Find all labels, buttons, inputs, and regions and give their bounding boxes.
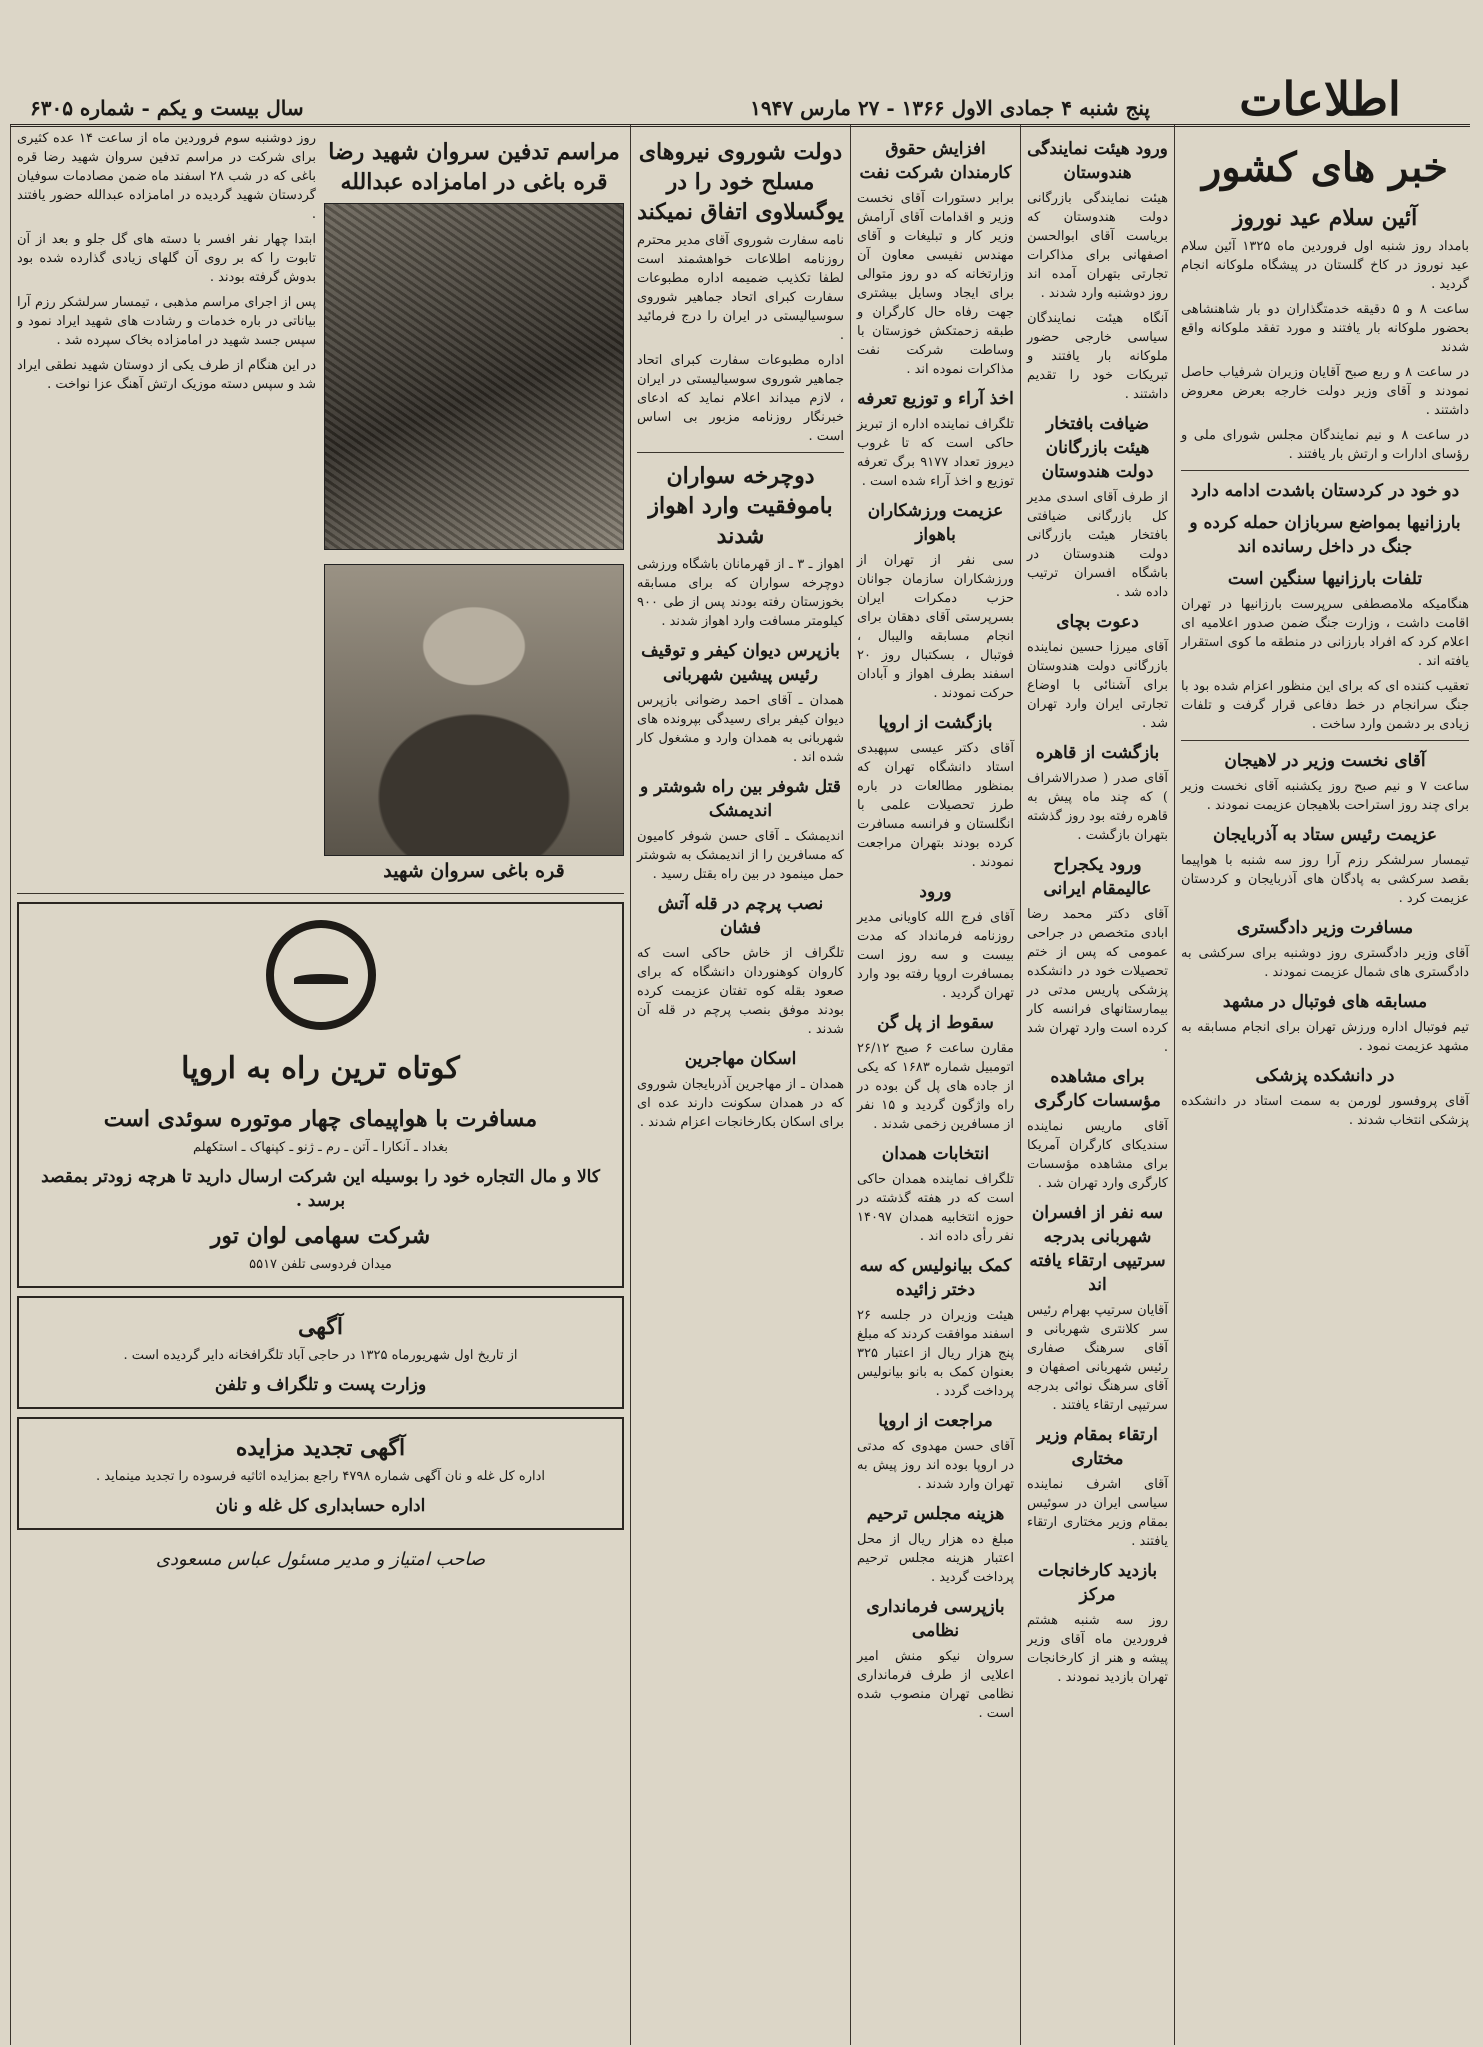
article-text: آقای صدر ( صدرالاشراف ) که چند ماه پیش به قاهره رفته بود روز گذشته بتهران بازگشت . bbox=[1027, 771, 1168, 843]
article-headline: سقوط از پل گن bbox=[877, 1013, 994, 1033]
article-text: تلگراف از خاش حاکی است که کاروان کوهنوردان دانشگاه که برای صعود بقله کوه تفتان عزیمت کرده بودند موفق بنصب پرچم در قله آن شدند . bbox=[637, 946, 844, 1037]
article-headline: مراجعت از اروپا bbox=[878, 1411, 993, 1431]
article-headline: مسافرت وزیر دادگستری bbox=[1236, 918, 1414, 938]
article-headline: آئین سلام عید نوروز bbox=[1232, 205, 1418, 231]
article-text: در ساعت ۸ و ربع صبح آقایان وزیران شرفیاب حاصل نمودند و آقای وزیر دولت خارجه بعرض معروض داشتند . bbox=[1181, 365, 1469, 418]
funeral-photo bbox=[324, 203, 624, 550]
article-text: مبلغ ده هزار ریال از محل اعتبار هزینه مجلس ترحیم پرداخت گردید . bbox=[857, 1532, 1014, 1585]
article-headline: کمک بیانولیس که سه دختر زائیده bbox=[859, 1256, 1012, 1300]
article-text: آقای فرج الله کاویانی مدیر روزنامه فرمانداد که مدت بیست و سه روز است بمسافرت اروپا رفته بود وارد تهران گردید . bbox=[857, 910, 1014, 1001]
article-text: آقای اشرف نماینده سیاسی ایران در سوئیس بمقام وزیر مختاری ارتقاء یافتند . bbox=[1027, 1477, 1168, 1549]
article-headline: بازگشت از قاهره bbox=[1035, 743, 1160, 763]
article-text: تیم فوتبال اداره ورزش تهران برای انجام مسابقه به مشهد عزیمت نمود . bbox=[1181, 1020, 1469, 1054]
article-text: ابتدا چهار نفر افسر با دسته های گل جلو و بعد از آن تابوت را که بر روی آن گلهای زیادی گذارده شده بود بدوش گرفته بودند . bbox=[17, 232, 316, 285]
article-text: هیئت نمایندگی بازرگانی دولت هندوستان که بریاست آقای ابوالحسن اصفهانی برای مذاکرات تجارتی بتهران آمده اند روز دوشنبه وارد شدند . bbox=[1027, 191, 1168, 301]
notice-text: از تاریخ اول شهریورماه ۱۳۲۵ در حاجی آباد تلگرافخانه دایر گردیده است . bbox=[123, 1348, 518, 1363]
article-text: تیمسار سرلشکر رزم آرا روز سه شنبه با هواپیما بقصد سرکشی به پادگان های آذربایجان و کردستان عزیمت کرد . bbox=[1181, 853, 1469, 906]
article-text: همدان ـ آقای احمد رضوانی بازپرس دیوان کیفر برای رسیدگی بپرونده های شهربانی به همدان وارد و مشغول کار شده اند . bbox=[637, 693, 844, 765]
article-text: بامداد روز شنبه اول فروردین ماه ۱۳۲۵ آئین سلام عید نوروز در کاخ گلستان در پیشگاه ملوکانه انجام گردید . bbox=[1181, 239, 1469, 292]
article-headline: دعوت بچای bbox=[1056, 612, 1139, 632]
publisher-signature: صاحب امتیاز و مدیر مسئول عباس مسعودی bbox=[155, 1549, 486, 1570]
funeral-block bbox=[17, 129, 624, 887]
article-headline: عزیمت ورزشکاران باهواز bbox=[867, 501, 1004, 545]
article-text: همدان ـ از مهاجرین آذربایجان شوروی که در همدان سکونت دارند عده ای برای اسکان بکارخانجات اعزام شدند . bbox=[637, 1077, 844, 1130]
article-text: تلگراف نماینده اداره از تبریز حاکی است که تا غروب دیروز تعداد ۹۱۷۷ برگ تعرفه توزیع و اخذ آراء شده است . bbox=[857, 417, 1015, 489]
article-text: در ساعت ۸ و نیم نمایندگان مجلس شورای ملی و رؤسای ادارات و ارتش بار یافتند . bbox=[1181, 428, 1469, 462]
article-text: آنگاه هیئت نمایندگان سیاسی خارجی حضور ملوکانه بار یافتند و تبریکات خود را تقدیم داشتند . bbox=[1027, 311, 1168, 402]
article-headline: ورود bbox=[919, 882, 952, 902]
newspaper-logo: اطلاعات bbox=[1239, 72, 1401, 126]
article-text: آقای ماریس نماینده سندیکای کارگران آمریکا برای مشاهده مؤسسات کارگری وارد تهران شد . bbox=[1027, 1119, 1168, 1191]
funeral-text bbox=[17, 129, 316, 887]
article-text: نامه سفارت شوروی آقای مدیر محترم روزنامه اطلاعات خواهشمند است لطفا تکذیب ضمیمه اداره مطبوعات سفارت کبرای اتحاد جماهیر شوروی سوسیالیستی در ایران را درج فرمائید . bbox=[637, 233, 844, 343]
article-headline: انتخابات همدان bbox=[881, 1144, 990, 1164]
section-headline: خبر های کشور bbox=[1201, 144, 1448, 191]
article-headline: افزایش حقوق کارمندان شرکت نفت bbox=[859, 139, 1012, 183]
article-text: اداره مطبوعات سفارت کبرای اتحاد جماهیر شوروی سوسیالیستی در ایران ، لازم میداند اعلام نماید که ادعای خبرنگار روزنامه مزبور بی اساس است . bbox=[637, 353, 844, 444]
auction-notice bbox=[17, 1417, 624, 1530]
column-national-news bbox=[1175, 125, 1475, 2045]
ad-route: بغداد ـ آنکارا ـ آتن ـ رم ـ ژنو ـ کپنهاک ـ استکهلم bbox=[192, 1140, 449, 1155]
article-text: آقای میرزا حسین نماینده بازرگانی دولت هندوستان برای آشنائی با اوضاع تجارتی ایران وارد تهران شد . bbox=[1027, 640, 1168, 731]
article-headline: دوچرخه سواران باموفقیت وارد اهواز شدند bbox=[648, 463, 833, 549]
masthead bbox=[10, 68, 1470, 127]
article-text: ساعت ۷ و نیم صبح روز یکشنبه آقای نخست وزیر برای چند روز استراحت بلاهیجان عزیمت نمودند . bbox=[1181, 779, 1470, 813]
article-headline: در دانشکده پزشکی bbox=[1255, 1066, 1395, 1086]
divider bbox=[1181, 470, 1469, 471]
article-headline: مراسم تدفین سروان شهید رضا قره باغی در امامزاده عبدالله bbox=[328, 139, 620, 195]
article-headline: ارتقاء بمقام وزیر مختاری bbox=[1037, 1425, 1158, 1469]
column-oil-workers bbox=[850, 125, 1020, 2045]
article-headline: دو خود در کردستان باشدت ادامه دارد bbox=[1190, 481, 1460, 501]
divider bbox=[1181, 740, 1469, 741]
article-text: آقای حسن مهدوی که مدتی در اروپا بوده اند روز پیش به تهران وارد شدند . bbox=[857, 1439, 1014, 1492]
article-headline: بازدید کارخانجات مرکز bbox=[1037, 1561, 1158, 1605]
article-text: سروان نیکو منش امیر اعلایی از طرف فرمانداری نظامی تهران منصوب شده است . bbox=[857, 1649, 1014, 1721]
article-text: آقای وزیر دادگستری روز دوشنبه برای سرکشی به دادگستری های شمال عزیمت نمودند . bbox=[1181, 946, 1469, 980]
article-headline: آقای نخست وزیر در لاهیجان bbox=[1224, 751, 1426, 771]
article-text: پس از اجرای مراسم مذهبی ، تیمسار سرلشکر رزم آرا بیاناتی در باره خدمات و رشادت های شهید ایراد نمود و سپس جسد شهید در امامزاده بخاک سپرده شد . bbox=[17, 295, 316, 348]
article-text: مقارن ساعت ۶ صبح ۲۶/۱۲ اتومبیل شماره ۱۶۸۳ که یکی از جاده های پل گن بوده در راه واژگون گردید و ۱۵ نفر از مسافرین زخمی شدند . bbox=[857, 1041, 1015, 1132]
article-text: آقای دکتر عیسی سپهبدی استاد دانشگاه تهران که بمنظور مطالعات در باره طرز تحصیلات علمی با انگلستان و فرانسه مسافرت کرده بودند بتهران مراجعت نمودند . bbox=[857, 741, 1014, 870]
column-funeral-and-ads bbox=[10, 125, 630, 2045]
article-headline: عزیمت رئیس ستاد به آذربایجان bbox=[1213, 825, 1437, 845]
notice-org: وزارت پست و تلگراف و تلفن bbox=[214, 1375, 427, 1395]
column-soviet-statement bbox=[630, 125, 850, 2045]
article-headline: اخذ آراء و توزیع تعرفه bbox=[857, 389, 1014, 409]
article-text: اهواز ـ ۳ ـ از قهرمانان باشگاه ورزشی دوچرخه سواران که برای مسابقه بخوزستان رفته بودند پس از طی ۹۰۰ کیلومتر مسافت وارد اهواز شدند . bbox=[637, 557, 844, 629]
martyr-portrait bbox=[324, 564, 624, 856]
ad-address: میدان فردوسی تلفن ۵۵۱۷ bbox=[249, 1257, 392, 1272]
article-text: برابر دستورات آقای نخست وزیر و اقدامات آقای آرامش وزیر کار و تبلیغات و آقای مهندس نفیسی معاون آن وزارتخانه که دو روز متوالی برای ایجاد وسایل بیشتری جهت رفاه حال کارگران و طبقه زحمتکش خوزستان با وساطت شرکت نفت مذاکرات نموده اند . bbox=[857, 191, 1014, 377]
dateline-bar bbox=[10, 96, 1170, 124]
article-text: هیئت وزیران در جلسه ۲۶ اسفند موافقت کردند که مبلغ پنج هزار ریال از اعتبار ۳۲۵ بعنوان کمک به بانو بیانولیس پرداخت گردد . bbox=[857, 1308, 1014, 1399]
notice-text: اداره کل غله و نان آگهی شماره ۴۷۹۸ راجع بمزایده اثاثیه فرسوده را تجدید مینماید . bbox=[96, 1469, 545, 1484]
article-text: در این هنگام از طرف یکی از دوستان شهید نطقی ایراد شد و سپس دسته موزیک ارتش آهنگ عزا نواخت . bbox=[17, 358, 316, 392]
article-text: ساعت ۸ و ۵ دقیقه خدمتگذاران دو بار شاهنشاهی بحضور ملوکانه بار یافتند و مورد تفقد ملوکانه واقع شدند bbox=[1181, 302, 1469, 355]
article-text: آقای پروفسور لورمن به سمت استاد در دانشکده پزشکی انتخاب شدند . bbox=[1181, 1094, 1469, 1128]
article-text: سی نفر از تهران از ورزشکاران سازمان جوانان حزب دمکرات ایران بسرپرستی آقای دهقان برای انجام مسابقه والیبال ، فوتبال ، بسکتبال روز ۲۰ اسفند بطرف اهواز و آبادان حرکت نمودند . bbox=[857, 553, 1014, 701]
article-headline: برای مشاهده مؤسسات کارگری bbox=[1034, 1067, 1161, 1111]
funeral-images bbox=[324, 129, 624, 887]
article-headline: بازپرسی فرمانداری نظامی bbox=[866, 1597, 1005, 1641]
notice-org: اداره حسابداری کل غله و نان bbox=[215, 1496, 426, 1516]
article-headline: سه نفر از افسران شهربانی بدرجه سرتیپی ارتقاء یافته اند bbox=[1029, 1203, 1166, 1295]
notice-title: آگهی تجدید مزایده bbox=[235, 1435, 406, 1461]
article-headline: نصب پرچم در قله آتش فشان bbox=[657, 894, 824, 938]
notice-title: آگهی bbox=[297, 1314, 344, 1340]
ad-title: کوتاه ترین راه به اروپا bbox=[181, 1051, 460, 1086]
divider bbox=[637, 452, 844, 453]
article-subheadline: تلفات بارزانیها سنگین است bbox=[1227, 569, 1423, 589]
airline-logo-icon bbox=[266, 920, 376, 1030]
ad-company: شرکت سهامی لوان تور bbox=[210, 1223, 431, 1249]
article-text: آقای دکتر محمد رضا ابادی متخصص در جراحی عمومی که پس از ختم تحصیلات خود در دانشکده پزشکی پاریس مدتی در بیمارستانهای فرانسه کار کرده است وارد تهران شد . bbox=[1027, 907, 1168, 1055]
article-headline: ورود هیئت نمایندگی هندوستان bbox=[1027, 139, 1168, 183]
article-subheadline: بارزانیها بمواضع سربازان حمله کرده و جنگ در داخل رسانده اند bbox=[1189, 513, 1461, 557]
article-text: اندیمشک ـ آقای حسن شوفر کامیون که مسافرین را از اندیمشک به شوشتر حمل مینمود در بین راه بقتل رسید . bbox=[637, 829, 844, 882]
column-india-delegation bbox=[1020, 125, 1175, 2045]
telegraph-notice bbox=[17, 1296, 624, 1409]
ad-line: کالا و مال التجاره خود را بوسیله این شرکت ارسال دارید تا هرچه زودتر بمقصد برسد . bbox=[41, 1167, 600, 1211]
article-text: از طرف آقای اسدی مدیر کل بازرگانی ضیافتی بافتخار هیئت بازرگانی دولت هندوستان در باشگاه افسران ترتیب داده شد . bbox=[1027, 490, 1168, 600]
photo-caption: قره باغی سروان شهید bbox=[383, 860, 565, 882]
article-headline: قتل شوفر بین راه شوشتر و اندیمشک bbox=[640, 777, 841, 821]
article-text: هنگامیکه ملامصطفی سرپرست بارزانیها در تهران اقامت داشت ، وزارت جنگ ضمن صدور اعلامیه ای اعلام کرد که افراد بارزانی در منطقه ما کوی استقرار یافته اند . bbox=[1181, 597, 1469, 669]
article-headline: دولت شوروی نیروهای مسلح خود را در یوگسلاوی اتفاق نمیکند bbox=[637, 139, 844, 225]
article-text: آقایان سرتیپ بهرام رئیس سر کلانتری شهربانی و آقای سرهنگ صفاری رئیس شهربانی اصفهان و آقای سرهنگ نوائی بدرجه سرتیپی ارتقاء یافتند . bbox=[1027, 1303, 1168, 1413]
issue-number: سال بیست و یکم - شماره ۶۳۰۵ bbox=[30, 96, 304, 120]
article-headline: مسابقه های فوتبال در مشهد bbox=[1222, 992, 1428, 1012]
article-headline: بازگشت از اروپا bbox=[878, 713, 993, 733]
publication-date: پنج شنبه ۴ جمادی الاول ۱۳۶۶ - ۲۷ مارس ۱۹۴۷ bbox=[750, 96, 1150, 120]
ad-line: مسافرت با هواپیمای چهار موتوره سوئدی است bbox=[103, 1106, 538, 1132]
article-text: روز سه شنبه هشتم فروردین ماه آقای وزیر پیشه و هنر از کارخانجات تهران بازدید نمودند . bbox=[1027, 1613, 1168, 1685]
divider bbox=[17, 893, 624, 894]
article-headline: ضیافت بافتخار هیئت بازرگانان دولت هندوستان bbox=[1041, 414, 1154, 482]
airline-advertisement bbox=[17, 902, 624, 1288]
article-headline: هزینه مجلس ترحیم bbox=[866, 1504, 1005, 1524]
article-text: تعقیب کننده ای که برای این منظور اعزام شده بود با جنگ سرانجام در خط دفاعی قرار گرفت و تلفات زیادی بر دشمن وارد ساخت . bbox=[1181, 679, 1469, 732]
article-headline: اسکان مهاجرین bbox=[684, 1049, 797, 1069]
article-text: تلگراف نماینده همدان حاکی است که در هفته گذشته در حوزه انتخابیه همدان ۱۴۰۹۷ نفر رأی داده اند . bbox=[857, 1172, 1014, 1244]
article-text: روز دوشنبه سوم فروردین ماه از ساعت ۱۴ عده کثیری برای شرکت در مراسم تدفین سروان شهید رضا قره باغی که در شب ۲۸ اسفند ماه ضمن مصادمات سوفیان گردستان شهید گردیده در امامزاده عبدالله حضور یافتند . bbox=[17, 131, 316, 222]
article-headline: ورود یکجراح عالیمقام ایرانی bbox=[1043, 855, 1152, 899]
article-headline: بازپرس دیوان کیفر و توقیف رئیس پیشین شهربانی bbox=[641, 641, 840, 685]
